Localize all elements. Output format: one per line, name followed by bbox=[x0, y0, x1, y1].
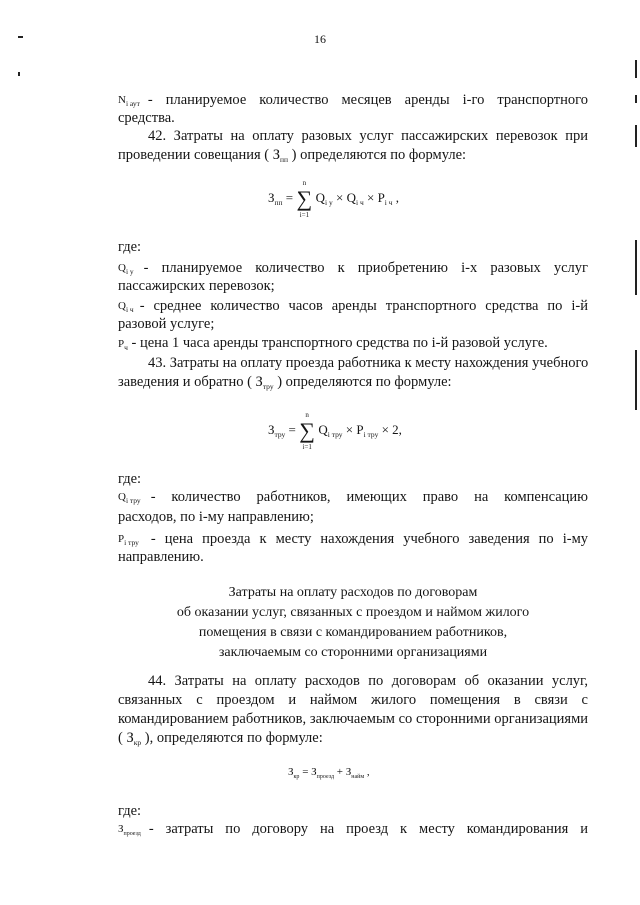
scan-edge bbox=[635, 60, 637, 78]
text: - планируемое количество месяцев аренды i-го транспортного bbox=[147, 92, 588, 108]
paragraph-43: 43. Затраты на оплату проезда работника к месту нахождения учебного bbox=[148, 355, 589, 371]
scan-mark bbox=[18, 36, 23, 38]
paragraph-44: 44. Затраты на оплату расходов по договорам об оказании услуг, bbox=[148, 673, 588, 689]
where-label: где: bbox=[118, 803, 142, 819]
text-line: разовой услуге; bbox=[118, 316, 215, 332]
formula-3: $З_{кр} = З_{проезд} + З_{найм}$ , bbox=[288, 766, 370, 780]
text-line: $З_{проезд}$ - затраты по договору на проезд к месту командирования и bbox=[118, 821, 588, 837]
formula-2: $З_{тру}$ = n ∑ i=1 $Q_{i тру} \times P_{i тру} \times 2$, bbox=[268, 411, 402, 451]
text-line: командированием работников, заключаемым со сторонними организациями bbox=[118, 711, 588, 727]
scan-edge bbox=[635, 240, 637, 295]
scan-edge bbox=[635, 95, 637, 103]
text-line: заведения и обратно ( $З_{тру}$ ) определяются по формуле: bbox=[118, 374, 452, 391]
text-line: $Q_{i ч}$ - среднее количество часов аренды транспортного средства по i-й bbox=[118, 298, 588, 314]
text-line: $Q_{i у}$ - планируемое количество к приобретению i-х разовых услуг bbox=[118, 260, 588, 276]
symbol-n: $N_{i аут}$ bbox=[118, 94, 140, 108]
text-line: ( $З_{кр}$ ), определяются по формуле: bbox=[118, 730, 323, 747]
text-line bbox=[118, 90, 588, 114]
where-label: где: bbox=[118, 239, 142, 255]
text-line: средства. bbox=[118, 110, 175, 126]
paragraph-42: 42. Затраты на оплату разовых услуг пассажирских перевозок при bbox=[148, 128, 588, 144]
formula-1: $З_{пп}$ = n ∑ i=1 $Q_{i у} \times Q_{i ч} \times P_{i ч}$ , bbox=[268, 179, 400, 219]
scan-edge bbox=[635, 350, 637, 410]
text-line: связанных с проездом и наймом жилого помещения в связи с bbox=[118, 692, 588, 708]
text-line: проведении совещания ( $З_{пп}$ ) определяются по формуле: bbox=[118, 147, 467, 164]
sum-sign: n ∑ i=1 bbox=[296, 179, 313, 219]
text-line: $P_ч$ - цена 1 часа аренды транспортного средства по i-й разовой услуге. bbox=[118, 335, 548, 352]
section-heading: Затраты на оплату расходов по договорам об оказании услуг, связанных с проездом и наймом жилого помещения в связи с командированием работников, заключаемым со сторонними организациями bbox=[176, 585, 530, 660]
scan-edge bbox=[635, 125, 637, 147]
sum-sign: n ∑ i=1 bbox=[299, 411, 315, 451]
page-number: 16 bbox=[314, 32, 326, 46]
text-line: $Q_{i тру}$ - количество работников, имеющих право на компенсацию bbox=[118, 489, 588, 505]
text-line: направлению. bbox=[118, 549, 204, 565]
scan-mark bbox=[18, 72, 20, 76]
text-line: расходов, по i-му направлению; bbox=[118, 509, 314, 525]
text-line: пассажирских перевозок; bbox=[118, 278, 275, 294]
text-line: $P_{i тру}$ - цена проезда к месту нахождения учебного заведения по i-му bbox=[118, 531, 588, 547]
where-label: где: bbox=[118, 471, 142, 487]
